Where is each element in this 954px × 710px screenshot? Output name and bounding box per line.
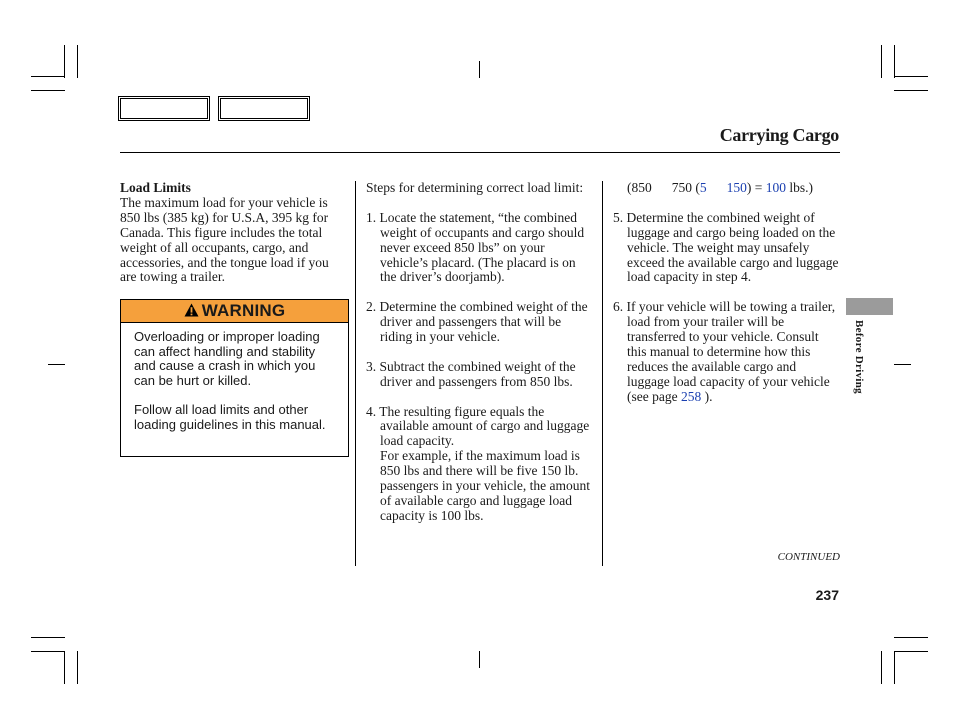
column-divider-right: [602, 181, 603, 566]
load-limits-paragraph: The maximum load for your vehicle is 850 lbs (385 kg) for U.S.A, 395 kg for Canada. This figure includes the total weight of all occupants, cargo, and accessories, and the tongue load if you are towing a trailer.: [120, 194, 329, 285]
step-item: 2. Determine the combined weight of the driver and passengers that will be riding in your vehicle.: [366, 299, 588, 345]
page-number: 237: [815, 587, 839, 603]
page-link[interactable]: 258: [680, 388, 702, 404]
warning-paragraph: Overloading or improper loading can affect handling and stability and cause a crash in which you can be hurt or killed.: [134, 329, 320, 388]
step-item: 3. Subtract the combined weight of the driver and passengers from 850 lbs.: [366, 358, 576, 389]
calculation-line: (850 750 (5 150) = 100 lbs.): [627, 180, 813, 195]
continued-label: CONTINUED: [777, 551, 840, 563]
step-item: 6. If your vehicle will be towing a trailer, load from your trailer will be transferred to your vehicle. Consult this manual to determine how this reduces the available cargo and luggage load capacity of your vehicle (see page 258 ).: [613, 299, 836, 404]
middle-column: [366, 181, 594, 524]
section-tab-label: Before Driving: [853, 320, 865, 394]
header-rule: [120, 152, 840, 153]
step-example: For example, if the maximum load is 850 lbs and there will be five 150 lb. passengers in your vehicle, the amount of available cargo and luggage load capacity is 100 lbs.: [380, 448, 590, 523]
warning-label: WARNING: [201, 301, 286, 320]
section-tab: [846, 298, 893, 315]
step-item: 5. Determine the combined weight of luggage and cargo being loaded on the vehicle. The weight may unsafely exceed the available cargo and luggage load capacity in step 4.: [613, 209, 839, 285]
nav-box-contents[interactable]: [118, 96, 210, 121]
steps-intro: Steps for determining correct load limit:: [366, 180, 584, 195]
warning-paragraph: Follow all load limits and other loading guidelines in this manual.: [134, 401, 326, 432]
warning-header: [121, 300, 348, 323]
step-item: 4. The resulting figure equals the available amount of cargo and luggage load capacity.: [366, 403, 590, 449]
section-heading: Load Limits: [120, 180, 191, 195]
nav-box-index[interactable]: [218, 96, 310, 121]
calc-link[interactable]: 100: [765, 180, 786, 195]
left-column: [120, 181, 346, 285]
calc-link[interactable]: 5: [699, 180, 707, 195]
step-item: 1. Locate the statement, “the combined weight of occupants and cargo should never exceed 850 lbs” on your vehicle’s placard. (The placard is on the driver’s doorjamb).: [366, 209, 585, 285]
column-divider-left: [355, 181, 356, 566]
right-column: [613, 181, 841, 405]
warning-triangle-icon: [184, 302, 199, 321]
calc-link[interactable]: 150: [726, 180, 747, 195]
page-title: Carrying Cargo: [719, 125, 839, 145]
warning-box: [120, 299, 349, 457]
